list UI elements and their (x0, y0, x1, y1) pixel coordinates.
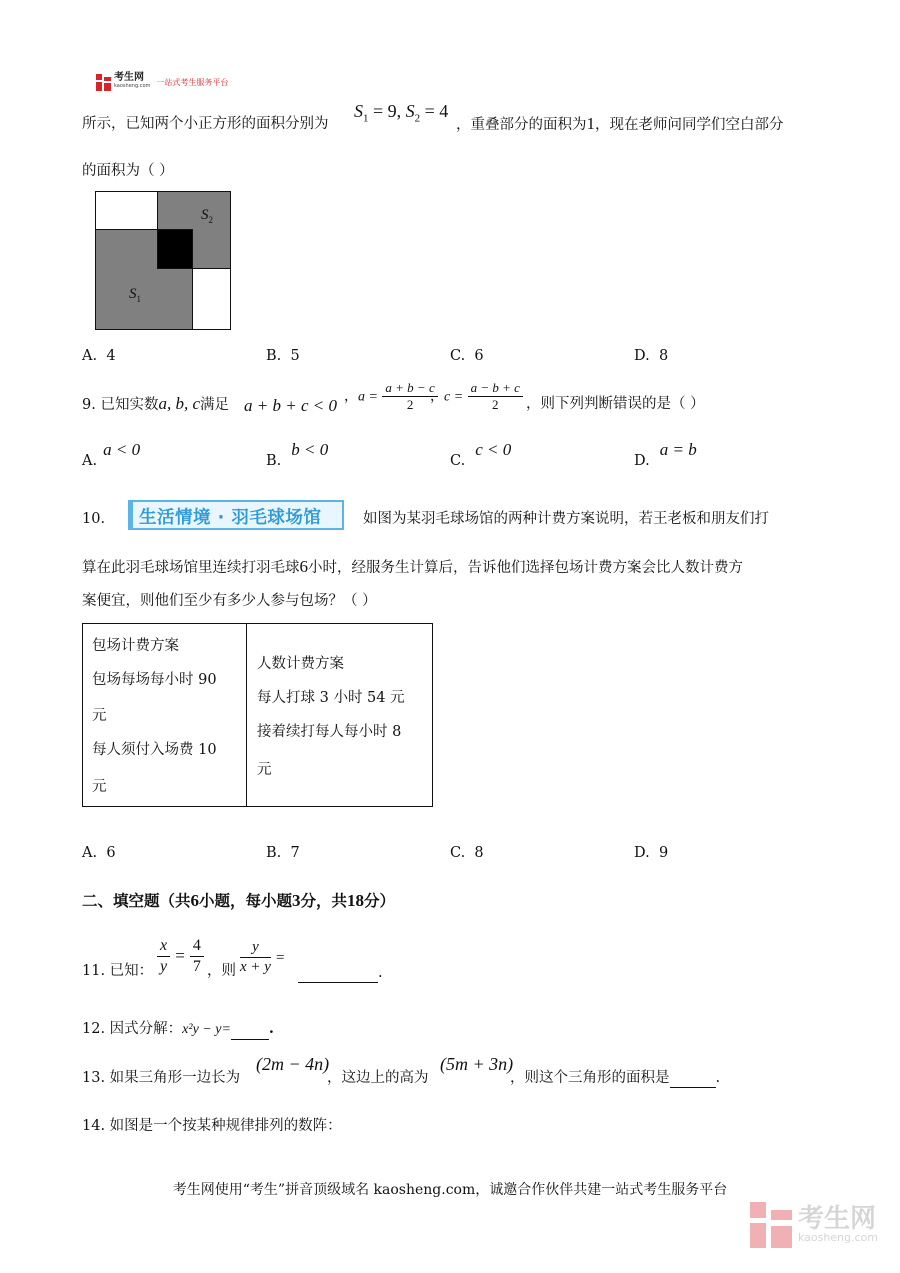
header-logo (96, 72, 228, 92)
q10-option-d[interactable]: D. 9 (634, 845, 669, 861)
q8-math-s: $S_1 = 9$, $S_2 = 4$ (354, 101, 449, 125)
q8-option-b[interactable]: B. 5 (266, 348, 300, 364)
q13-post: ，则这个三角形的面积是 . (510, 1070, 721, 1086)
q12-answer-blank[interactable] (231, 1024, 269, 1040)
q14-stem: 14. 如图是一个按某种规律排列的数阵： (82, 1118, 342, 1134)
q9-stem: 9. 已知实数a, b, c满足 (82, 394, 229, 413)
figure-label-s1: $S_1$ (129, 286, 141, 304)
logo-sub: kaosheng.com (114, 83, 151, 89)
q10-number: 10. (82, 511, 106, 527)
q8-option-c[interactable]: C. 6 (450, 348, 484, 364)
table-cell: 元 (92, 708, 107, 724)
q13-height: (5m + 3n) (440, 1054, 514, 1074)
q10-line3: 案便宜，则他们至少有多少人参与包场？（ ） (82, 593, 377, 609)
q9-c-formula: ，c = $\frac{a - b + c}{2}$ (430, 380, 523, 413)
watermark-logo (750, 1202, 878, 1248)
q9-option-c[interactable]: C.c < 0 (450, 440, 512, 469)
q10-option-b[interactable]: B. 7 (266, 845, 300, 861)
q13-mid: ，这边上的高为 (327, 1070, 429, 1086)
q8-line1: 所示，已知两个小正方形的面积分别为 (82, 116, 329, 132)
q10-context-badge: 生活情境 · 羽毛球场馆 (128, 500, 344, 530)
header-slogan: 一站式考生服务平台 (156, 77, 229, 87)
q10-option-a[interactable]: A. 6 (82, 845, 116, 861)
table-col-per-person (247, 624, 433, 806)
table-cell: 包场每场每小时 90 (92, 672, 217, 688)
q9-option-b[interactable]: B.b < 0 (266, 440, 329, 469)
watermark-text: 考生网 (797, 1204, 876, 1234)
q11-mid: ，则 (207, 963, 236, 979)
q11-answer-blank[interactable]: . (298, 962, 383, 983)
section-title: 二、填空题（共6小题，每小题3分，共18分） (82, 891, 396, 910)
watermark-mark-icon (750, 1202, 792, 1248)
q8-option-a[interactable]: A. 4 (82, 348, 116, 364)
table-cell: 每人打球 3 小时 54 元 (257, 690, 405, 706)
table-cell: 元 (92, 779, 107, 795)
q13-number: 13. 如果三角形一边长为 (82, 1070, 241, 1086)
footer-text: 考生网使用“考生”拼音顶级域名 kaosheng.com，诚邀合作伙伴共建一站式考生服务平台 (172, 1182, 728, 1198)
q12-stem: 12. 因式分解：x²y − y= . (82, 1019, 274, 1040)
table-col-package (83, 624, 247, 806)
q11-stem: 11. 已知： (82, 963, 154, 979)
logo-mark-icon (96, 74, 111, 91)
q9-option-a[interactable]: A.a < 0 (82, 440, 141, 469)
q9-a-formula: ，a = $\frac{a + b - c}{2}$ (344, 380, 438, 413)
figure-label-s2: $S_2$ (201, 207, 213, 225)
q8-line1-post: ，重叠部分的面积为1，现在老师问同学们空白部分 (456, 114, 784, 133)
q8-line2: 的面积为（ ） (82, 163, 174, 179)
table-cell: 人数计费方案 (257, 656, 344, 672)
q9-tail: ，则下列判断错误的是（ ） (526, 396, 705, 412)
q10-line2: 算在此羽毛球场馆里连续打羽毛球6小时，经服务生计算后，告诉他们选择包场计费方案会比人数计费方 (82, 557, 743, 576)
q10-line1: 如图为某羽毛球场馆的两种计费方案说明，若王老板和朋友们打 (363, 511, 769, 527)
logo-text: 考生网 (114, 72, 144, 83)
watermark-sub: kaosheng.com (797, 1231, 878, 1244)
q8-figure (95, 191, 231, 330)
q8-option-d[interactable]: D. 8 (634, 348, 669, 364)
figure-blank-top-left (95, 191, 158, 230)
table-cell: 接着续打每人每小时 8 (257, 724, 402, 740)
table-cell: 每人须付入场费 10 (92, 742, 217, 758)
figure-overlap (157, 229, 193, 269)
q10-option-c[interactable]: C. 8 (450, 845, 484, 861)
figure-blank-bottom-right (192, 268, 231, 330)
table-cell: 元 (257, 762, 272, 778)
q13-answer-blank[interactable] (670, 1072, 716, 1088)
table-cell: 包场计费方案 (92, 638, 179, 654)
q9-condition: a + b + c < 0 (244, 396, 337, 415)
q11-target: $\frac{y}{x + y}$ = (240, 939, 285, 975)
q13-side: (2m − 4n) (256, 1054, 330, 1074)
q9-option-d[interactable]: D.a = b (634, 440, 697, 469)
q11-given: $\frac{x}{y}$ = $\frac{4}{7}$ (157, 936, 204, 977)
q10-pricing-table (82, 623, 433, 807)
